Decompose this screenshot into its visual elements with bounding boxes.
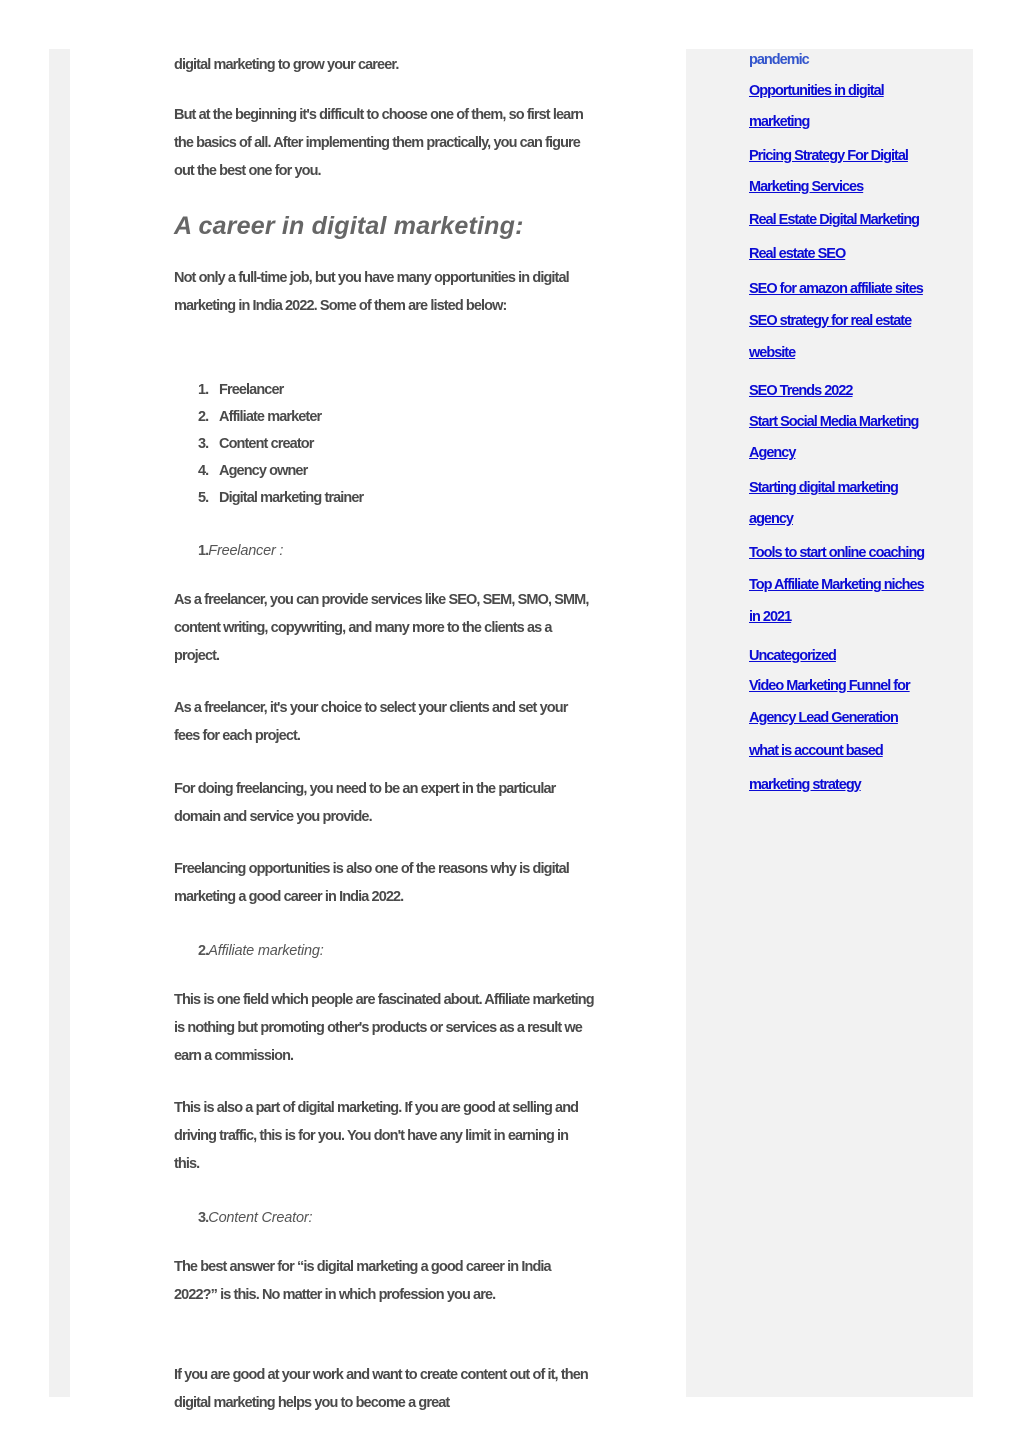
sidebar-link-starting-agency[interactable]: Starting digital marketing <box>749 480 898 496</box>
opportunity-list <box>198 377 363 512</box>
sidebar-link-opportunities[interactable]: Opportunities in digital <box>749 83 884 99</box>
freelancer-paragraph-3: For doing freelancing, you need to be an expert in the particular domain and service you provide. <box>174 781 556 825</box>
sidebar-link-abm[interactable]: what is account based <box>749 743 883 759</box>
sidebar-link-opportunities-cont[interactable]: marketing <box>749 114 810 130</box>
sidebar-link-seo-real-estate-cont[interactable]: website <box>749 345 796 361</box>
sidebar-link-video-funnel-cont[interactable]: Agency Lead Generation <box>749 710 898 726</box>
sidebar-link-video-funnel[interactable]: Video Marketing Funnel for <box>749 678 910 694</box>
list-item: 4. Agency owner <box>198 463 308 479</box>
sidebar-link-start-smm-cont[interactable]: Agency <box>749 445 796 461</box>
opportunities-paragraph: Not only a full-time job, but you have many opportunities in digital marketing in India 2022. Some of them are listed below: <box>174 270 569 314</box>
list-item: 1. Freelancer <box>198 382 284 398</box>
sidebar-link-online-coaching[interactable]: Tools to start online coaching <box>749 545 925 561</box>
sidebar-link-starting-agency-cont[interactable]: agency <box>749 511 793 527</box>
career-heading: A career in digital marketing: <box>174 212 524 240</box>
intro-paragraph-tail: digital marketing to grow your career. <box>174 57 399 73</box>
list-item: 2. Affiliate marketer <box>198 409 322 425</box>
sidebar-link-pandemic[interactable]: pandemic <box>749 52 809 68</box>
freelancer-paragraph-4: Freelancing opportunities is also one of the reasons why is digital marketing a good career in India 2022. <box>174 861 569 905</box>
left-margin-strip <box>49 49 70 1397</box>
affiliate-paragraph-1: This is one field which people are fascinated about. Affiliate marketing is nothing but promoting other's products or services as a result we earn a commission. <box>174 992 594 1064</box>
sidebar-link-abm-cont[interactable]: marketing strategy <box>749 777 861 793</box>
affiliate-subheading: 2.Affiliate marketing: <box>198 943 324 959</box>
beginning-paragraph: But at the beginning it's difficult to choose one of them, so first learn the basics of all. After implementing them practically, you can figure out the best one for you. <box>174 107 584 179</box>
sidebar-link-real-estate-seo[interactable]: Real estate SEO <box>749 246 846 262</box>
content-creator-subheading: 3.Content Creator: <box>198 1210 313 1226</box>
freelancer-paragraph-1: As a freelancer, you can provide services like SEO, SEM, SMO, SMM, content writing, copywriting, and many more to the clients as a project. <box>174 592 589 664</box>
sidebar-link-real-estate-dm[interactable]: Real Estate Digital Marketing <box>749 212 920 228</box>
freelancer-subheading: 1.Freelancer : <box>198 543 284 559</box>
sidebar-link-affiliate-niches-cont[interactable]: in 2021 <box>749 609 792 625</box>
sidebar-link-pricing-strategy[interactable]: Pricing Strategy For Digital <box>749 148 908 164</box>
sidebar-link-seo-trends[interactable]: SEO Trends 2022 <box>749 383 853 399</box>
sidebar-link-seo-real-estate[interactable]: SEO strategy for real estate <box>749 313 912 329</box>
sidebar-link-pricing-strategy-cont[interactable]: Marketing Services <box>749 179 864 195</box>
sidebar-link-seo-amazon[interactable]: SEO for amazon affiliate sites <box>749 281 923 297</box>
sidebar-link-uncategorized[interactable]: Uncategorized <box>749 648 836 664</box>
affiliate-paragraph-2: This is also a part of digital marketing. If you are good at selling and driving traffic, this is for you. You don't have any limit in earning in this. <box>174 1100 579 1172</box>
sidebar-link-start-smm[interactable]: Start Social Media Marketing <box>749 414 919 430</box>
list-item: 3. Content creator <box>198 436 314 452</box>
freelancer-paragraph-2: As a freelancer, it's your choice to select your clients and set your fees for each project. <box>174 700 568 744</box>
list-item: 5. Digital marketing trainer <box>198 490 364 506</box>
content-creator-paragraph-1: The best answer for “is digital marketing a good career in India 2022?” is this. No matter in which profession you are. <box>174 1259 551 1303</box>
sidebar-link-affiliate-niches[interactable]: Top Affiliate Marketing niches <box>749 577 924 593</box>
content-creator-paragraph-2: If you are good at your work and want to create content out of it, then digital marketing helps you to become a great <box>174 1367 588 1411</box>
